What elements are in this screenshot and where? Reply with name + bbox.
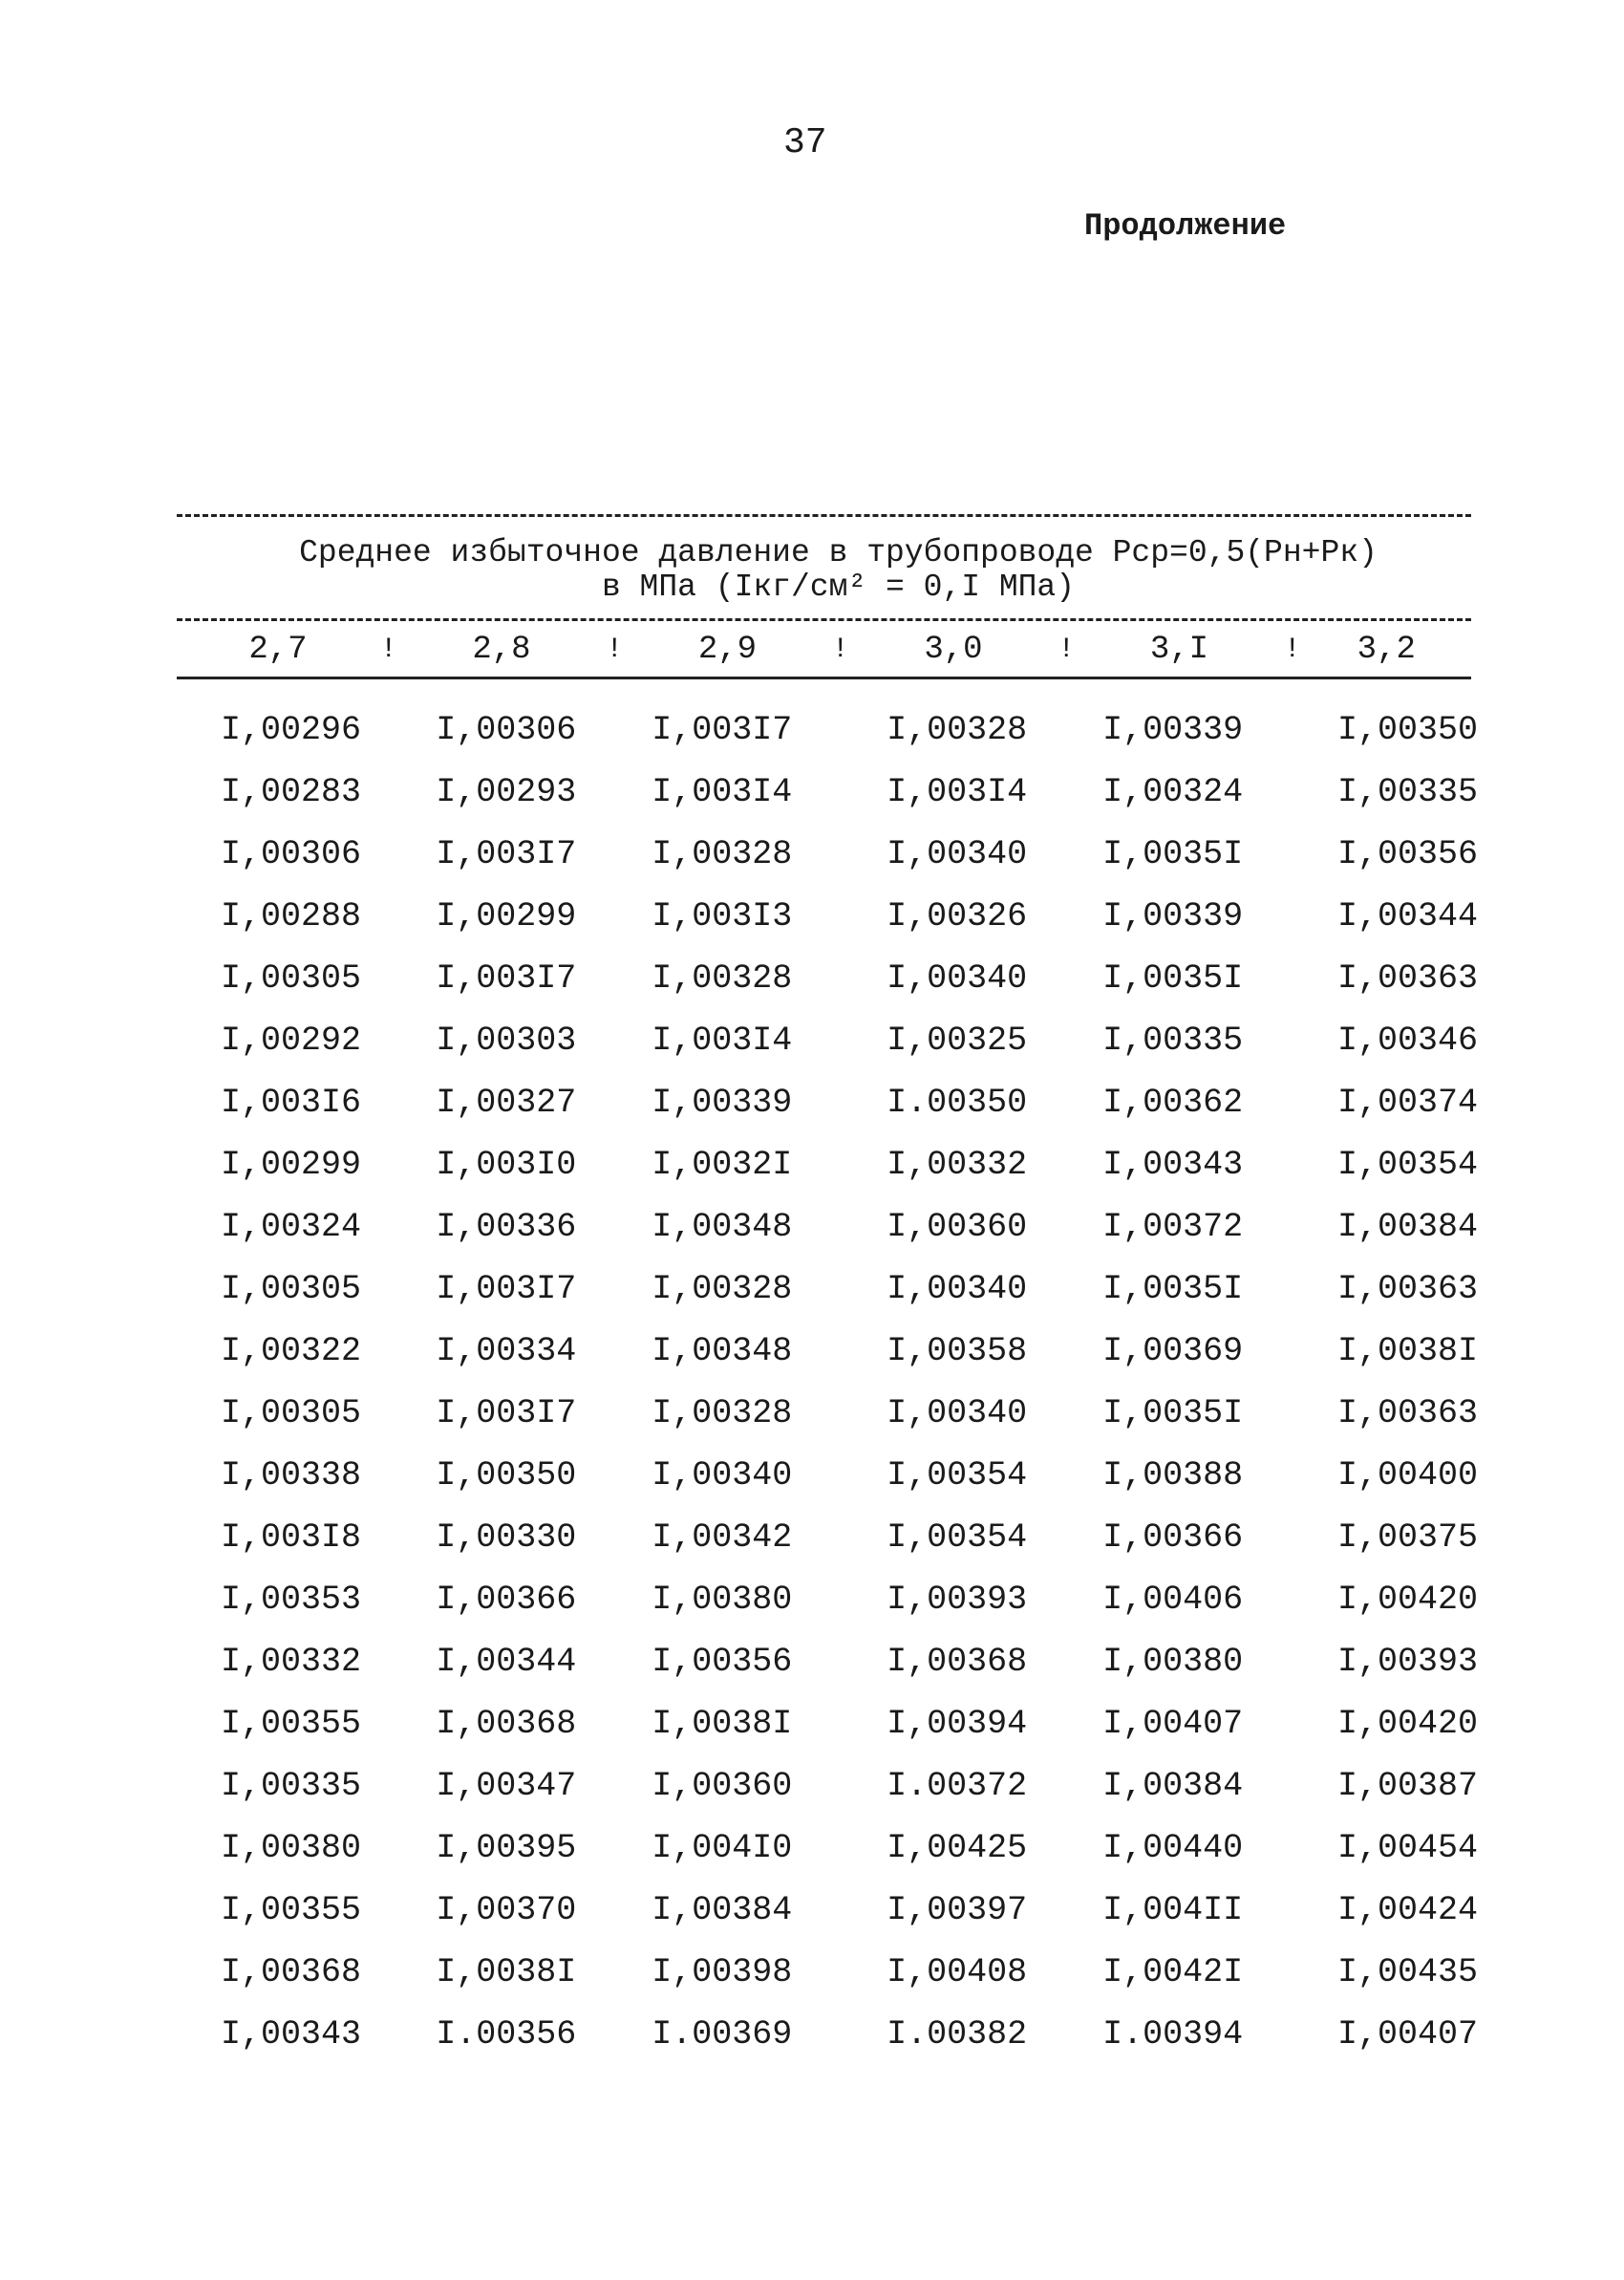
table-cell: I,00339 xyxy=(1102,710,1244,749)
table-cell: I,00338 xyxy=(221,1455,362,1495)
table-cell: I,00408 xyxy=(887,1952,1028,1991)
table-cell: I,00360 xyxy=(652,1766,793,1805)
table-row xyxy=(177,1692,1479,1754)
table-cell: I,003I7 xyxy=(436,1393,577,1432)
table-cell: I,00327 xyxy=(436,1083,577,1122)
table-cell: I,003I6 xyxy=(221,1083,362,1122)
column-header: 2,7 xyxy=(248,632,308,668)
table-cell: I,00292 xyxy=(221,1021,362,1060)
table-cell: I,00363 xyxy=(1337,1269,1479,1308)
column-separator: ! xyxy=(1058,634,1076,666)
caption-line-1: Среднее избыточное давление в трубопроводе Рср=0,5(Рн+Рк) xyxy=(299,535,1378,570)
table-cell: I,00343 xyxy=(1102,1145,1244,1184)
column-header: 2,9 xyxy=(697,632,758,668)
table-cell: I,00299 xyxy=(436,896,577,936)
table-cell: I,00332 xyxy=(221,1642,362,1681)
table-row xyxy=(177,2003,1479,2065)
table-cell: I,00332 xyxy=(887,1145,1028,1184)
table-cell: I,00354 xyxy=(887,1455,1028,1495)
table-cell: I,00335 xyxy=(221,1766,362,1805)
table-row xyxy=(177,761,1479,823)
table-cell: I,00355 xyxy=(221,1890,362,1929)
table-cell: I,003I4 xyxy=(652,772,793,811)
table-cell: I,00340 xyxy=(887,1269,1028,1308)
table-cell: I,00306 xyxy=(221,834,362,873)
table-cell: I,00398 xyxy=(652,1952,793,1991)
table-cell: I,00328 xyxy=(652,1269,793,1308)
table-cell: I,00340 xyxy=(887,1393,1028,1432)
table-cell: I,004II xyxy=(1102,1890,1244,1929)
table-cell: I,003I4 xyxy=(652,1021,793,1060)
table-cell: I,00344 xyxy=(436,1642,577,1681)
table-cell: I,00322 xyxy=(221,1331,362,1370)
table-cell: I,00387 xyxy=(1337,1766,1479,1805)
table-cell: I,00330 xyxy=(436,1517,577,1557)
table-row xyxy=(177,1071,1479,1133)
table-cell: I.00394 xyxy=(1102,2014,1244,2054)
table-cell: I,00293 xyxy=(436,772,577,811)
table-row xyxy=(177,1568,1479,1630)
column-header-row xyxy=(177,623,1471,679)
table-row xyxy=(177,1133,1479,1195)
table-cell: I,00440 xyxy=(1102,1828,1244,1867)
table-cell: I,00425 xyxy=(887,1828,1028,1867)
table-cell: I,00360 xyxy=(887,1207,1028,1246)
table-cell: I,00335 xyxy=(1337,772,1479,811)
table-cell: I,003I7 xyxy=(652,710,793,749)
table-cell: I.00369 xyxy=(652,2014,793,2054)
table-cell: I,00397 xyxy=(887,1890,1028,1929)
table-cell: I,00335 xyxy=(1102,1021,1244,1060)
table-cell: I,00324 xyxy=(1102,772,1244,811)
column-header: 3,I xyxy=(1149,632,1209,668)
table-row xyxy=(177,1382,1479,1444)
table-cell: I,00348 xyxy=(652,1331,793,1370)
table-cell: I.00350 xyxy=(887,1083,1028,1122)
table-cell: I,00340 xyxy=(887,958,1028,998)
caption-bottom-border xyxy=(177,618,1471,621)
table-cell: I,00346 xyxy=(1337,1021,1479,1060)
table-cell: I,00328 xyxy=(887,710,1028,749)
table-row xyxy=(177,1258,1479,1320)
table-cell: I,00362 xyxy=(1102,1083,1244,1122)
table-cell: I,00368 xyxy=(436,1704,577,1743)
table-cell: I,00305 xyxy=(221,1269,362,1308)
page-number: 37 xyxy=(783,122,827,163)
table-cell: I,00288 xyxy=(221,896,362,936)
table-cell: I,0035I xyxy=(1102,1269,1244,1308)
table-cell: I,0038I xyxy=(1337,1331,1479,1370)
table-cell: I,00384 xyxy=(1102,1766,1244,1805)
table-cell: I,00328 xyxy=(652,834,793,873)
table-cell: I,00363 xyxy=(1337,958,1479,998)
table-row xyxy=(177,947,1479,1009)
table-cell: I,00395 xyxy=(436,1828,577,1867)
table-cell: I,00305 xyxy=(221,1393,362,1432)
caption-line-2: в МПа (Iкг/см² = 0,I МПа) xyxy=(601,570,1076,605)
table-body xyxy=(177,699,1479,2065)
table-cell: I,00283 xyxy=(221,772,362,811)
table-cell: I,0032I xyxy=(652,1145,793,1184)
table-caption xyxy=(177,517,1471,618)
table-cell: I,00393 xyxy=(1337,1642,1479,1681)
table-cell: I,00350 xyxy=(436,1455,577,1495)
table-cell: I,003I0 xyxy=(436,1145,577,1184)
table-cell: I,003I8 xyxy=(221,1517,362,1557)
column-header: 2,8 xyxy=(472,632,531,668)
table-row xyxy=(177,1195,1479,1258)
table-cell: I,00305 xyxy=(221,958,362,998)
table-row xyxy=(177,1879,1479,1941)
table-cell: I,00325 xyxy=(887,1021,1028,1060)
table-cell: I,0038I xyxy=(652,1704,793,1743)
table-cell: I,00339 xyxy=(652,1083,793,1122)
table-row xyxy=(177,1444,1479,1506)
table-cell: I,00363 xyxy=(1337,1393,1479,1432)
table-cell: I,00336 xyxy=(436,1207,577,1246)
table-cell: I,00394 xyxy=(887,1704,1028,1743)
pressure-table xyxy=(177,514,1479,2065)
table-cell: I,00407 xyxy=(1102,1704,1244,1743)
table-row xyxy=(177,823,1479,885)
table-cell: I,00380 xyxy=(221,1828,362,1867)
table-cell: I,00354 xyxy=(887,1517,1028,1557)
table-cell: I,00334 xyxy=(436,1331,577,1370)
table-cell: I,00384 xyxy=(1337,1207,1479,1246)
table-cell: I,0035I xyxy=(1102,958,1244,998)
table-cell: I,00384 xyxy=(652,1890,793,1929)
table-cell: I,00388 xyxy=(1102,1455,1244,1495)
table-cell: I,003I7 xyxy=(436,958,577,998)
table-cell: I,003I3 xyxy=(652,896,793,936)
table-cell: I,00344 xyxy=(1337,896,1479,936)
table-cell: I,00353 xyxy=(221,1580,362,1619)
column-header: 3,0 xyxy=(924,632,983,668)
table-cell: I,00296 xyxy=(221,710,362,749)
table-cell: I,00342 xyxy=(652,1517,793,1557)
table-row xyxy=(177,885,1479,947)
table-cell: I,0035I xyxy=(1102,834,1244,873)
table-cell: I,00380 xyxy=(1102,1642,1244,1681)
table-cell: I,00326 xyxy=(887,896,1028,936)
table-cell: I,00358 xyxy=(887,1331,1028,1370)
column-separator: ! xyxy=(831,634,849,666)
table-cell: I,00356 xyxy=(652,1642,793,1681)
table-cell: I,0035I xyxy=(1102,1393,1244,1432)
table-cell: I,00375 xyxy=(1337,1517,1479,1557)
table-row xyxy=(177,1630,1479,1692)
table-cell: I,00355 xyxy=(221,1704,362,1743)
table-cell: I,00339 xyxy=(1102,896,1244,936)
column-separator: ! xyxy=(606,634,624,666)
table-row xyxy=(177,1754,1479,1817)
table-cell: I,00356 xyxy=(1337,834,1479,873)
table-cell: I,004I0 xyxy=(652,1828,793,1867)
table-cell: I.00372 xyxy=(887,1766,1028,1805)
table-cell: I,00420 xyxy=(1337,1704,1479,1743)
table-cell: I,00366 xyxy=(436,1580,577,1619)
table-cell: I,00368 xyxy=(887,1642,1028,1681)
table-row xyxy=(177,1320,1479,1382)
table-row xyxy=(177,1817,1479,1879)
column-separator: ! xyxy=(1283,634,1301,666)
table-row xyxy=(177,1941,1479,2003)
continuation-label: Продолжение xyxy=(1084,208,1287,244)
table-cell: I,00324 xyxy=(221,1207,362,1246)
table-cell: I,00350 xyxy=(1337,710,1479,749)
table-cell: I,00328 xyxy=(652,958,793,998)
table-cell: I,00347 xyxy=(436,1766,577,1805)
table-row xyxy=(177,1506,1479,1568)
table-row xyxy=(177,1009,1479,1071)
table-cell: I,00420 xyxy=(1337,1580,1479,1619)
table-cell: I,00435 xyxy=(1337,1952,1479,1991)
table-cell: I,00400 xyxy=(1337,1455,1479,1495)
table-cell: I,00343 xyxy=(221,2014,362,2054)
table-row xyxy=(177,699,1479,761)
table-cell: I.00356 xyxy=(436,2014,577,2054)
table-cell: I,00374 xyxy=(1337,1083,1479,1122)
table-cell: I,00406 xyxy=(1102,1580,1244,1619)
table-cell: I,003I7 xyxy=(436,1269,577,1308)
table-cell: I,00369 xyxy=(1102,1331,1244,1370)
table-cell: I,00354 xyxy=(1337,1145,1479,1184)
column-separator: ! xyxy=(379,634,397,666)
table-cell: I.00382 xyxy=(887,2014,1028,2054)
table-cell: I,00454 xyxy=(1337,1828,1479,1867)
table-cell: I,00328 xyxy=(652,1393,793,1432)
table-cell: I,0042I xyxy=(1102,1952,1244,1991)
table-cell: I,00393 xyxy=(887,1580,1028,1619)
table-cell: I,003I4 xyxy=(887,772,1028,811)
table-cell: I,00380 xyxy=(652,1580,793,1619)
table-cell: I,00370 xyxy=(436,1890,577,1929)
table-cell: I,00368 xyxy=(221,1952,362,1991)
table-cell: I,00303 xyxy=(436,1021,577,1060)
table-cell: I,00424 xyxy=(1337,1890,1479,1929)
table-cell: I,00366 xyxy=(1102,1517,1244,1557)
table-cell: I,003I7 xyxy=(436,834,577,873)
table-cell: I,00348 xyxy=(652,1207,793,1246)
table-cell: I,00306 xyxy=(436,710,577,749)
table-cell: I,00407 xyxy=(1337,2014,1479,2054)
column-header: 3,2 xyxy=(1357,632,1416,668)
table-cell: I,00340 xyxy=(652,1455,793,1495)
table-cell: I,00340 xyxy=(887,834,1028,873)
table-cell: I,00299 xyxy=(221,1145,362,1184)
table-cell: I,0038I xyxy=(436,1952,577,1991)
table-cell: I,00372 xyxy=(1102,1207,1244,1246)
